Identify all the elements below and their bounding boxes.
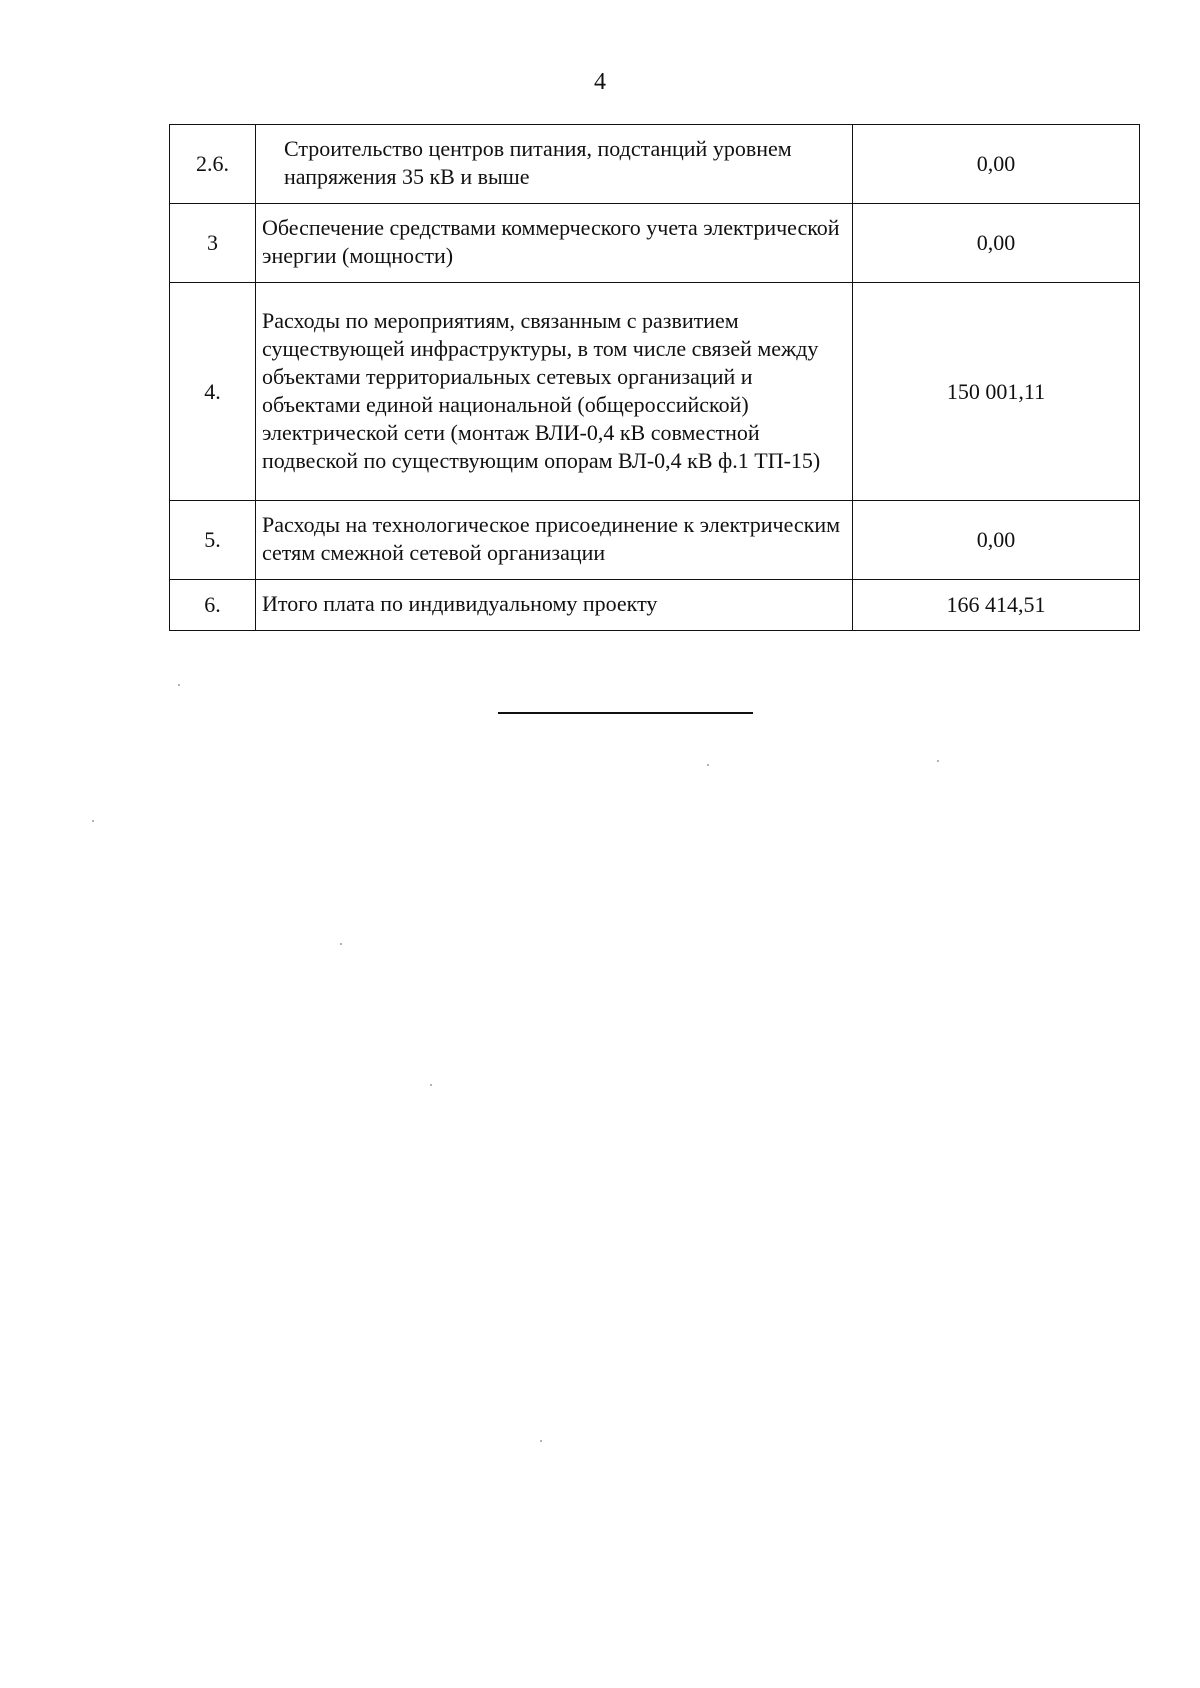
cost-table <box>169 124 1140 631</box>
scan-speck <box>707 764 709 766</box>
table-row <box>170 501 1140 580</box>
page-number: 4 <box>594 69 606 95</box>
row-value: 0,00 <box>853 125 1140 204</box>
table-row <box>170 204 1140 283</box>
row-number: 4. <box>170 283 256 501</box>
row-description: Итого плата по индивидуальному проекту <box>256 580 853 631</box>
row-number: 6. <box>170 580 256 631</box>
table-row <box>170 125 1140 204</box>
row-description: Строительство центров питания, подстанций уровнем напряжения 35 кВ и выше <box>256 125 853 204</box>
row-value: 0,00 <box>853 501 1140 580</box>
row-value: 0,00 <box>853 204 1140 283</box>
row-number: 5. <box>170 501 256 580</box>
table-row <box>170 283 1140 501</box>
row-description: Расходы по мероприятиям, связанным с развитием существующей инфраструктуры, в том числе связей между объектами территориальных сетевых организаций и объектами единой национальной (общероссийской) электрической сети (монтаж ВЛИ-0,4 кВ совместной подвеской по существующим опорам ВЛ-0,4 кВ ф.1 ТП-15) <box>256 283 853 501</box>
scan-speck <box>340 943 342 945</box>
table-row-total <box>170 580 1140 631</box>
scan-speck <box>178 684 180 686</box>
row-value: 150 001,11 <box>853 283 1140 501</box>
scan-speck <box>92 820 94 822</box>
row-value: 166 414,51 <box>853 580 1140 631</box>
scan-speck <box>937 760 939 762</box>
row-description: Обеспечение средствами коммерческого учета электрической энергии (мощности) <box>256 204 853 283</box>
row-description: Расходы на технологическое присоединение к электрическим сетям смежной сетевой организации <box>256 501 853 580</box>
end-of-document-rule <box>498 712 753 714</box>
row-number: 2.6. <box>170 125 256 204</box>
row-number: 3 <box>170 204 256 283</box>
scan-speck <box>540 1440 542 1442</box>
scan-speck <box>430 1084 432 1086</box>
